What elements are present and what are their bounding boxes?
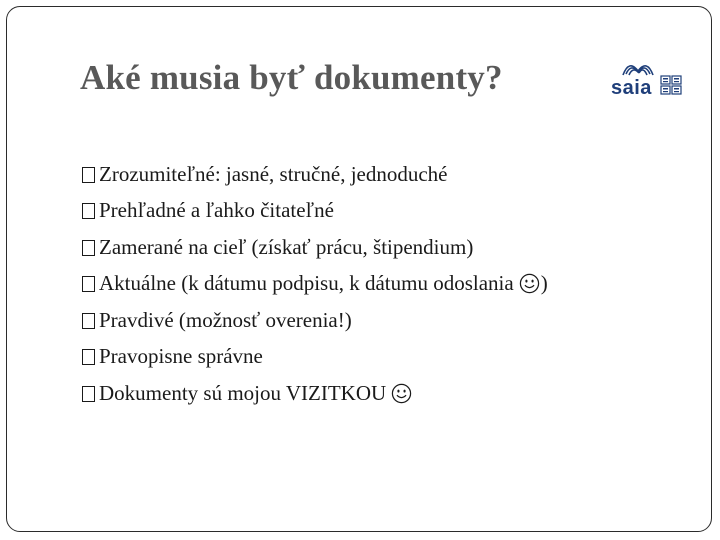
bullet-text: Prehľadné a ľahko čitateľné bbox=[99, 198, 334, 223]
bullet-marker-icon bbox=[82, 203, 95, 219]
bullet-text: Pravdivé (možnosť overenia!) bbox=[99, 307, 352, 332]
bullet-item bbox=[82, 266, 548, 303]
bullet-item bbox=[82, 339, 548, 376]
bullet-marker-icon bbox=[82, 386, 95, 402]
bullet-marker-icon bbox=[82, 167, 95, 183]
bullet-marker-icon bbox=[82, 276, 95, 292]
bullet-item bbox=[82, 302, 548, 339]
smiley-icon bbox=[519, 273, 540, 294]
bullet-suffix: ) bbox=[540, 271, 548, 296]
bullet-item bbox=[82, 193, 548, 230]
bullet-list bbox=[82, 156, 548, 412]
bullet-item bbox=[82, 229, 548, 266]
bullet-marker-icon bbox=[82, 349, 95, 365]
bullet-text: Zrozumiteľné: jasné, stručné, jednoduché bbox=[99, 161, 448, 186]
smiley-icon bbox=[391, 383, 412, 404]
bullet-text: Aktuálne (k dátumu podpisu, k dátumu odoslania bbox=[99, 271, 514, 296]
slide-title: Aké musia byť dokumenty? bbox=[80, 58, 503, 97]
svg-text:saia: saia bbox=[611, 77, 652, 99]
bullet-marker-icon bbox=[82, 240, 95, 256]
bullet-text: Dokumenty sú mojou VIZITKOU bbox=[99, 380, 387, 405]
saia-logo-icon bbox=[609, 60, 685, 102]
bullet-marker-icon bbox=[82, 313, 95, 329]
bullet-item bbox=[82, 156, 548, 193]
bullet-item bbox=[82, 375, 548, 412]
bullet-text: Zamerané na cieľ (získať prácu, štipendium) bbox=[99, 234, 474, 259]
bullet-text: Pravopisne správne bbox=[99, 344, 263, 369]
